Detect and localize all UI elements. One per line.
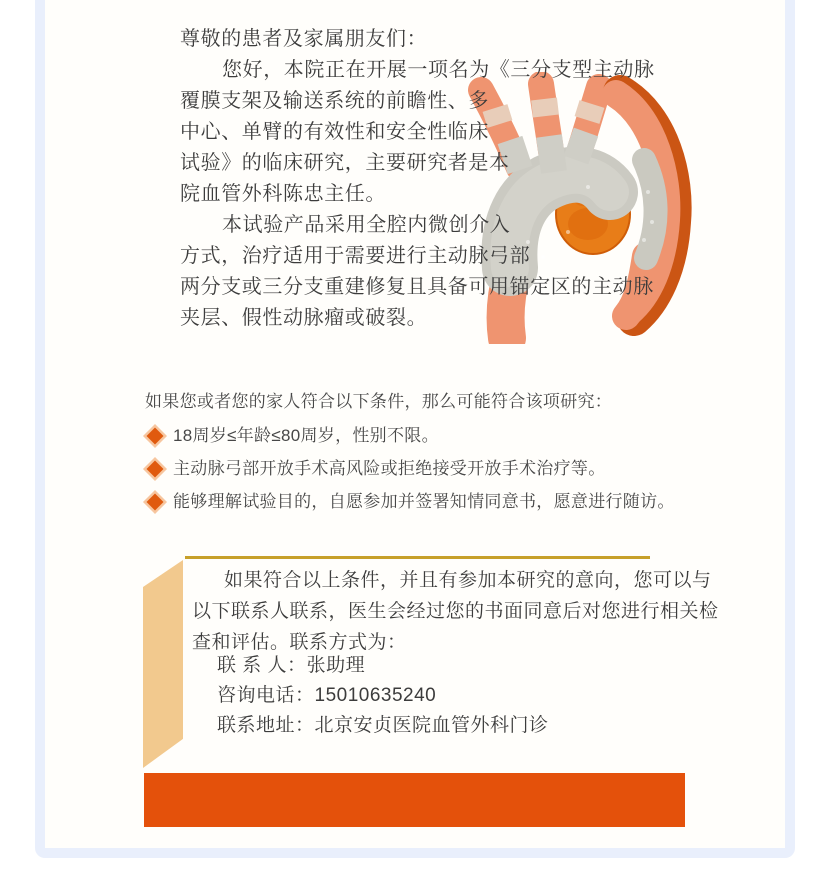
criteria-heading: 如果您或者您的家人符合以下条件，那么可能符合该项研究： (145, 392, 613, 411)
criteria-item (145, 425, 745, 447)
contact-box-bottom-bar (144, 773, 685, 827)
criteria-item-text: 能够理解试验目的，自愿参加并签署知情同意书，愿意进行随访。 (173, 492, 675, 511)
contact-entries (217, 651, 549, 741)
contact-line: 以下联系人联系，医生会经过您的书面同意后对您进行相关检 (192, 601, 719, 622)
salutation: 尊敬的患者及家属朋友们： (180, 28, 428, 50)
contact-paragraph (192, 565, 719, 658)
intro-line: 院血管外科陈忠主任。 (180, 183, 386, 205)
diamond-bullet-icon (147, 428, 164, 445)
contact-address-value: 北京安贞医院血管外科门诊 (314, 715, 549, 736)
contact-address-label: 联系地址： (217, 715, 315, 736)
contact-box-top-border (185, 556, 650, 559)
contact-phone-label: 咨询电话： (217, 685, 315, 706)
contact-box-side-ribbon (143, 560, 183, 768)
criteria-item (145, 458, 745, 480)
contact-phone-value: 15010635240 (314, 685, 437, 706)
criteria-item (145, 491, 745, 513)
contact-phone-row (217, 681, 549, 711)
contact-person-row (217, 651, 549, 681)
criteria-section (145, 390, 745, 513)
contact-address-row (217, 711, 549, 741)
intro-line: 本试验产品采用全腔内微创介入 (222, 214, 511, 236)
contact-line: 查和评估。联系方式为： (192, 632, 407, 653)
intro-line: 夹层、假性动脉瘤或破裂。 (180, 307, 428, 329)
intro-line: 方式，治疗适用于需要进行主动脉弓部 (180, 245, 531, 267)
intro-paragraph (180, 24, 720, 334)
intro-line: 覆膜支架及输送系统的前瞻性、多 (180, 90, 489, 112)
contact-person-value: 张助理 (306, 655, 366, 676)
criteria-item-text: 主动脉弓部开放手术高风险或拒绝接受开放手术治疗等。 (173, 459, 606, 478)
diamond-bullet-icon (147, 494, 164, 511)
contact-line: 如果符合以上条件，并且有参加本研究的意向，您可以与 (224, 570, 712, 591)
criteria-item-text: 18周岁≤年龄≤80周岁，性别不限。 (173, 426, 439, 445)
intro-line: 您好，本院正在开展一项名为《三分支型主动脉 (222, 59, 655, 81)
diamond-bullet-icon (147, 461, 164, 478)
intro-line: 两分支或三分支重建修复且具备可用锚定区的主动脉 (180, 276, 654, 298)
intro-line: 中心、单臂的有效性和安全性临床 (180, 121, 489, 143)
flyer-content (45, 0, 785, 848)
contact-person-label: 联 系 人： (217, 655, 307, 676)
intro-line: 试验》的临床研究，主要研究者是本 (180, 152, 510, 174)
